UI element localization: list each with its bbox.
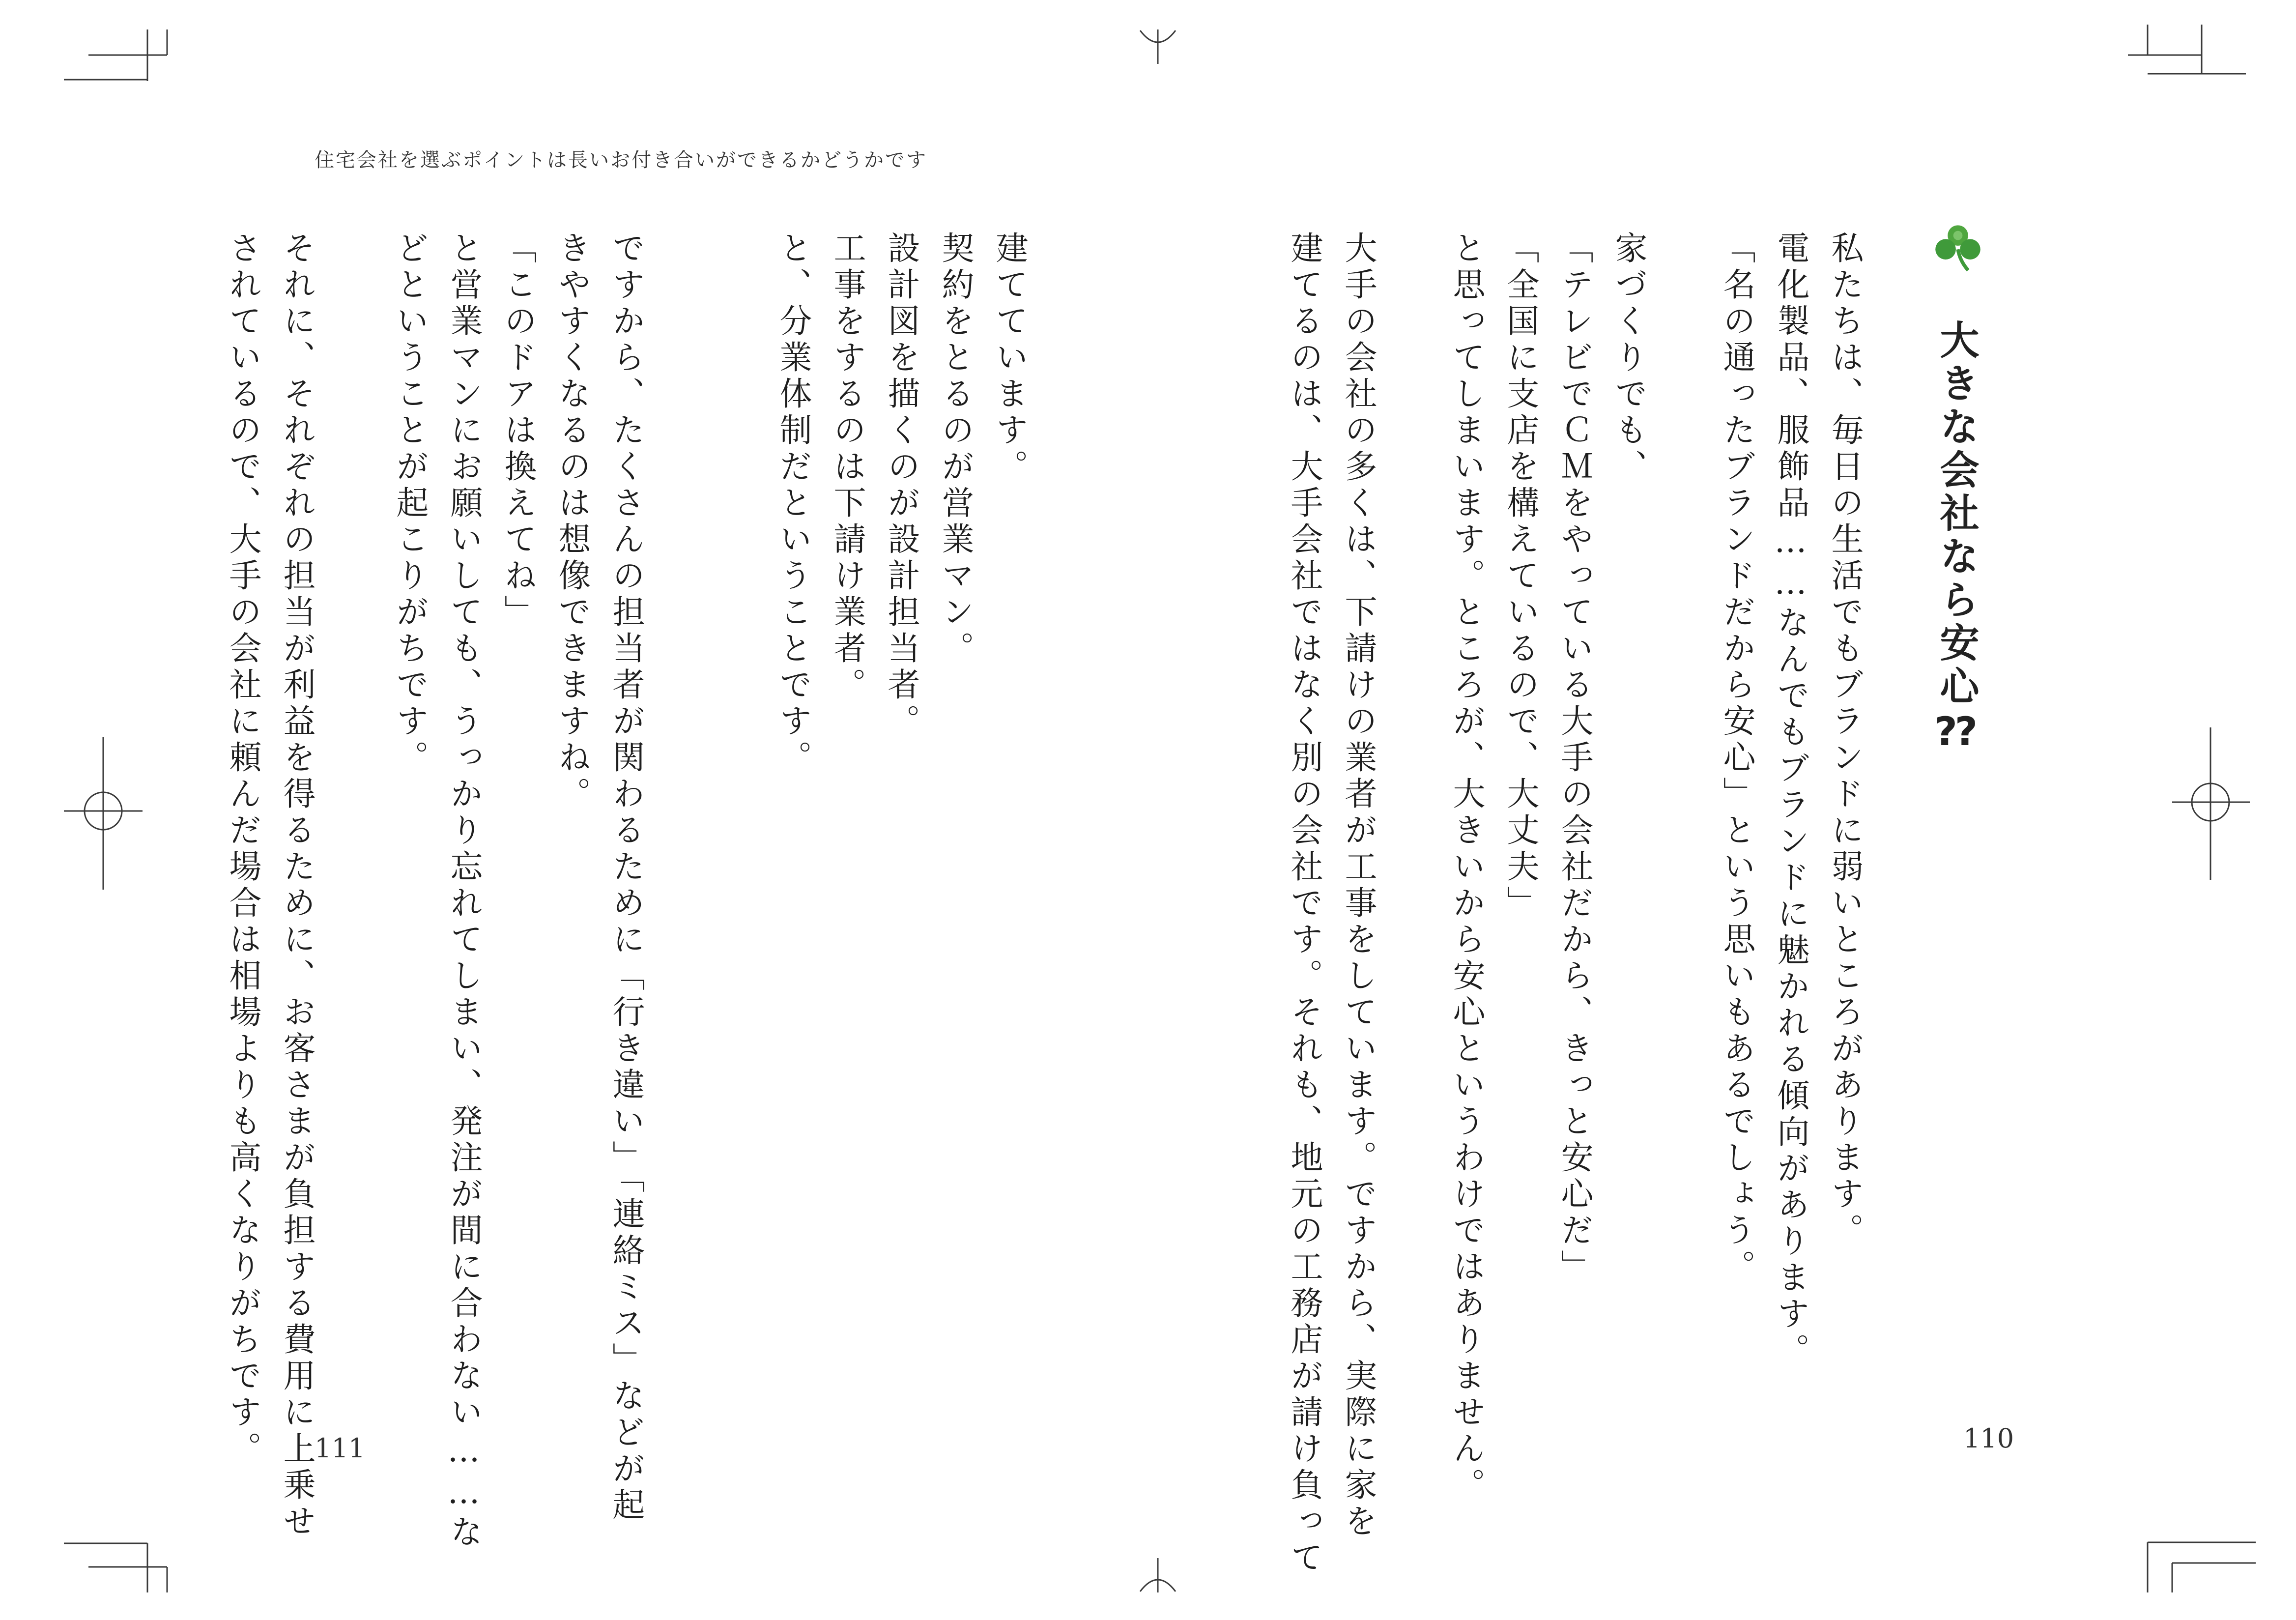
text-column: ですから、たくさんの担当者が関わるために「行き違い」「連絡ミス」などが起 (607, 231, 645, 1524)
text-column: 「テレビでＣＭをやっている大手の会社だから、きっと安心だ」 (1555, 231, 1593, 1286)
text-column: それに、それぞれの担当が利益を得るために、お客さまが負担する費用に上乗せ (278, 231, 316, 1540)
text-column: と営業マンにお願いしても、うっかり忘れてしまい、発注が間に合わない……な (445, 231, 483, 1551)
text-column: 建てるのは、大手会社ではなく別の会社です。それも、地元の工務店が請け負って (1285, 231, 1323, 1577)
section-heading (1931, 221, 1985, 758)
text-column: されているので、大手の会社に頼んだ場合は相場よりも高くなりがちです。 (224, 231, 261, 1468)
text-column: 「全国に支店を構えているので、大丈夫」 (1501, 231, 1539, 922)
text-column: と思ってしまいます。ところが、大きいから安心というわけではありません。 (1447, 231, 1485, 1504)
text-column: 家づくりでも、 (1609, 231, 1647, 486)
text-column: 建てています。 (990, 231, 1028, 486)
text-column: 電化製品、服飾品……なんでもブランドに魅かれる傾向があります。 (1772, 231, 1809, 1369)
running-header: 住宅会社を選ぶポイントは長いお付き合いができるかどうかです (315, 149, 927, 172)
text-column: 私たちは、毎日の生活でもブランドに弱いところがあります。 (1826, 231, 1864, 1249)
text-column: 「名の通ったブランドだから安心」という思いもあるでしょう。 (1718, 231, 1755, 1286)
page-number-left: 111 (315, 1433, 366, 1464)
text-column: きやすくなるのは想像できますね。 (553, 231, 591, 813)
section-title: 大きな会社なら安心⁇ (1933, 319, 1979, 758)
text-column: と、分業体制だということです。 (774, 231, 812, 777)
text-column: 契約をとるのが営業マン。 (936, 231, 974, 667)
page-number-right: 110 (1963, 1423, 2014, 1454)
text-column: 大手の会社の多くは、下請けの業者が工事をしています。ですから、実際に家を (1339, 231, 1377, 1540)
text-column: どということが起こりがちです。 (391, 231, 429, 777)
clover-icon (1932, 221, 1983, 272)
text-column: 設計図を描くのが設計担当者。 (882, 231, 920, 740)
text-column: 工事をするのは下請け業者。 (828, 231, 866, 704)
text-column: 「このドアは換えてね」 (499, 231, 537, 631)
